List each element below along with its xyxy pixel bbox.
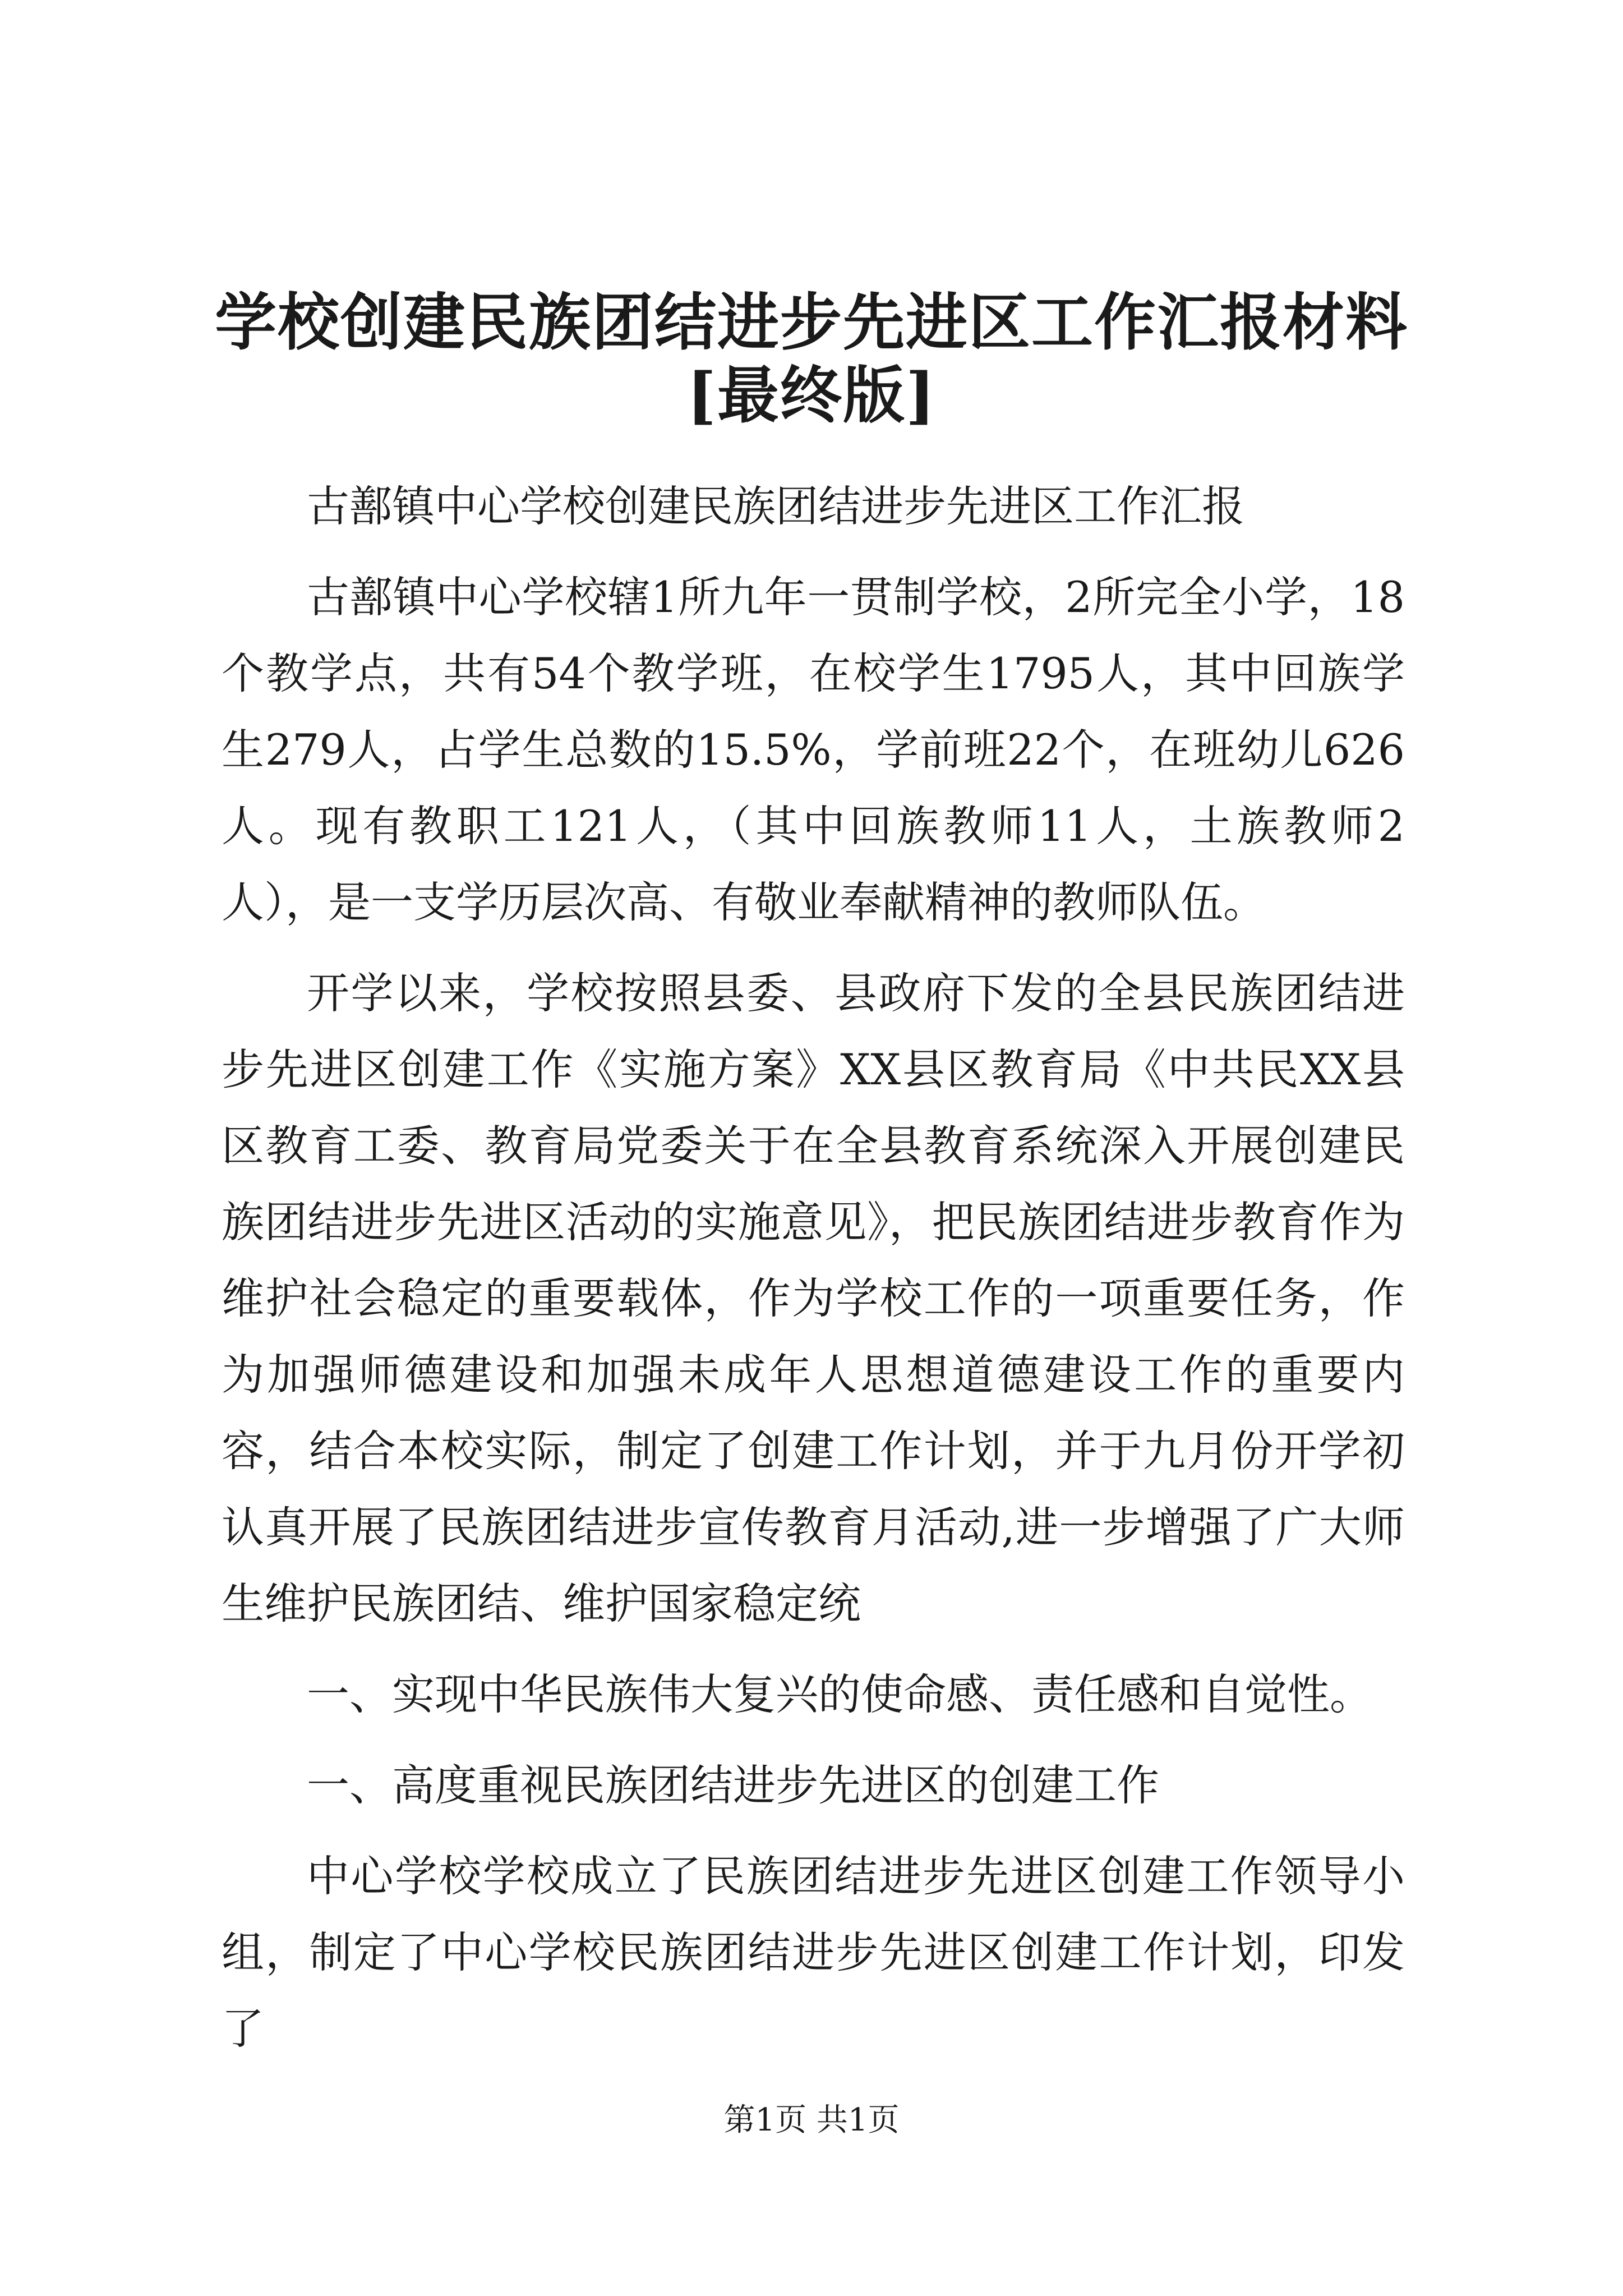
paragraph: 古鄯镇中心学校辖1所九年一贯制学校，2所完全小学，18个教学点，共有54个教学班，在校学生1795人，其中回族学生279人，占学生总数的15.5%，学前班22个，在班幼儿626人。现有教职工121人，（其中回族教师11人，土族教师2人），是一支学历层次高、有敬业奉献精神的教师队伍。 [222, 572, 1405, 927]
paragraph-heading: 古鄯镇中心学校创建民族团结进步先进区工作汇报 [307, 481, 1244, 531]
paragraph: 一、实现中华民族伟大复兴的使命感、责任感和自觉性。 [307, 1669, 1372, 1719]
document-title-version: [最终版] [686, 359, 937, 431]
section-heading: 一、高度重视民族团结进步先进区的创建工作 [307, 1760, 1159, 1810]
page-number-footer: 第1页 共1页 [723, 2102, 900, 2138]
document-body [222, 468, 1405, 2067]
paragraph: 开学以来，学校按照县委、县政府下发的全县民族团结进步先进区创建工作《实施方案》XX县区教育局《中共民XX县区教育工委、教育局党委关于在全县教育系统深入开展创建民族团结进步先进区活动的实施意见》，把民族团结进步教育作为维护社会稳定的重要载体，作为学校工作的一项重要任务，作为加强师德建设和加强未成年人思想道德建设工作的重要内容，结合本校实际，制定了创建工作计划，并于九月份开学初认真开展了民族团结进步宣传教育月活动,进一步增强了广大师生维护民族团结、维护国家稳定统 [222, 968, 1405, 1628]
paragraph: 中心学校学校成立了民族团结进步先进区创建工作领导小组，制定了中心学校民族团结进步先进区创建工作计划，印发了 [222, 1851, 1405, 2054]
document-title: 学校创建民族团结进步先进区工作汇报材料 [215, 286, 1408, 358]
